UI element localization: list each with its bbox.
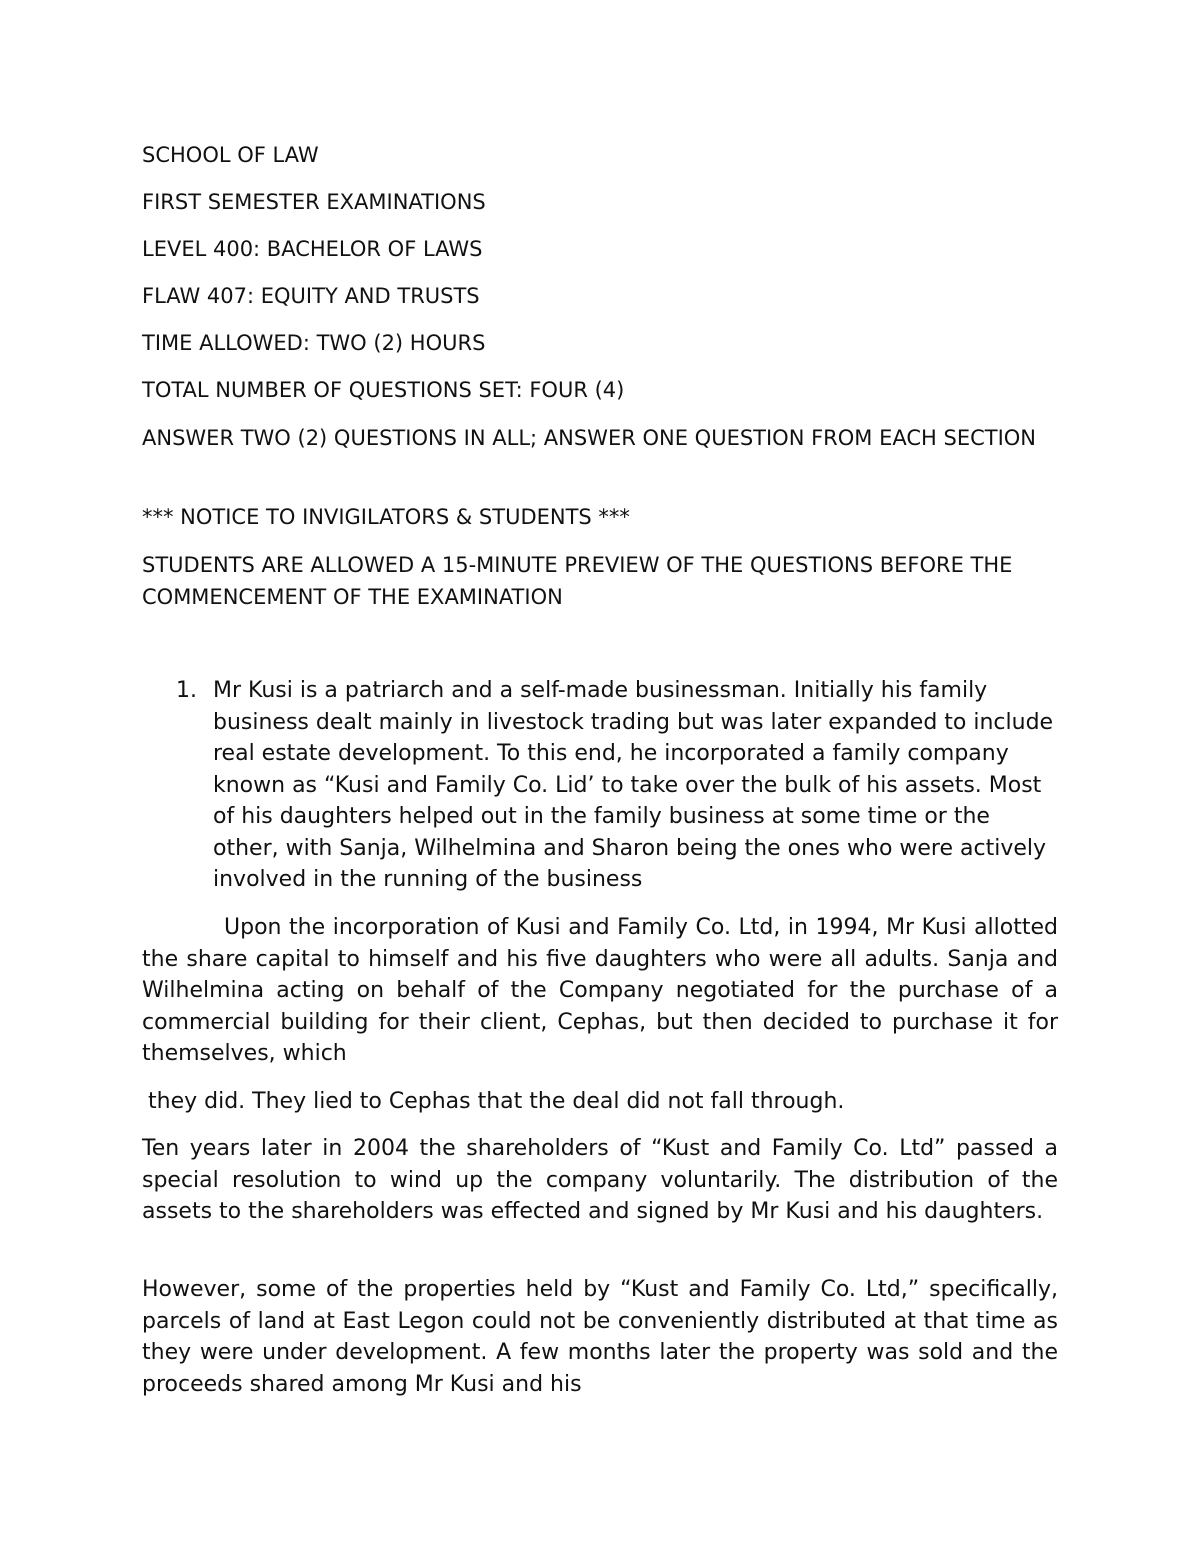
paragraph-incorporation: Upon the incorporation of Kusi and Family Co. Ltd, in 1994, Mr Kusi allotted the share capital to himself and his five daughters who were all adults. Sanja and Wilhelmina acting on behalf of the Company negotiated for the purchase of a commercial building for their client, Cephas, but then decided to purchase it for themselves, which xyxy=(142,915,1058,1066)
paragraph-winding-up: Ten years later in 2004 the shareholders of “Kust and Family Co. Ltd” passed a special resolution to wind up the company voluntarily. The distribution of the assets to the shareholders was effected and signed by Mr Kusi and his daughters. xyxy=(142,1136,1058,1224)
notice-heading: *** NOTICE TO INVIGILATORS & STUDENTS *** xyxy=(142,505,630,529)
preview-notice: STUDENTS ARE ALLOWED A 15-MINUTE PREVIEW OF THE QUESTIONS BEFORE THE COMMENCEMENT OF THE EXAMINATION xyxy=(142,553,1013,609)
question-text: Mr Kusi is a patriarch and a self-made businessman. Initially his family business dealt mainly in livestock trading but was later expanded to include real estate development. To this end, he incorporated a family company known as “Kusi and Family Co. Lid’ to take over the bulk of his assets. Most of his daughters helped out in the family business at some time or the other, with Sanja, Wilhelmina and Sharon being the ones who were actively involved in the running of the business xyxy=(213,678,1054,892)
answer-instruction: ANSWER TWO (2) QUESTIONS IN ALL; ANSWER ONE QUESTION FROM EACH SECTION xyxy=(142,426,1037,450)
paragraph-properties: However, some of the properties held by “Kust and Family Co. Ltd,” specifically, parcels of land at East Legon could not be conveniently distributed at that time as they were under development. A few months later the property was sold and the proceeds shared among Mr Kusi and his xyxy=(142,1277,1058,1397)
question-1 xyxy=(142,675,1060,896)
course-heading: FLAW 407: EQUITY AND TRUSTS xyxy=(142,284,480,308)
exam-heading: FIRST SEMESTER EXAMINATIONS xyxy=(142,190,486,214)
time-allowed: TIME ALLOWED: TWO (2) HOURS xyxy=(142,331,486,355)
question-item xyxy=(142,675,1060,896)
question-number: 1. xyxy=(176,678,197,703)
school-heading: SCHOOL OF LAW xyxy=(142,143,319,167)
paragraph-lie: they did. They lied to Cephas that the deal did not fall through. xyxy=(148,1089,845,1114)
level-heading: LEVEL 400: BACHELOR OF LAWS xyxy=(142,237,483,261)
total-questions: TOTAL NUMBER OF QUESTIONS SET: FOUR (4) xyxy=(142,378,625,402)
